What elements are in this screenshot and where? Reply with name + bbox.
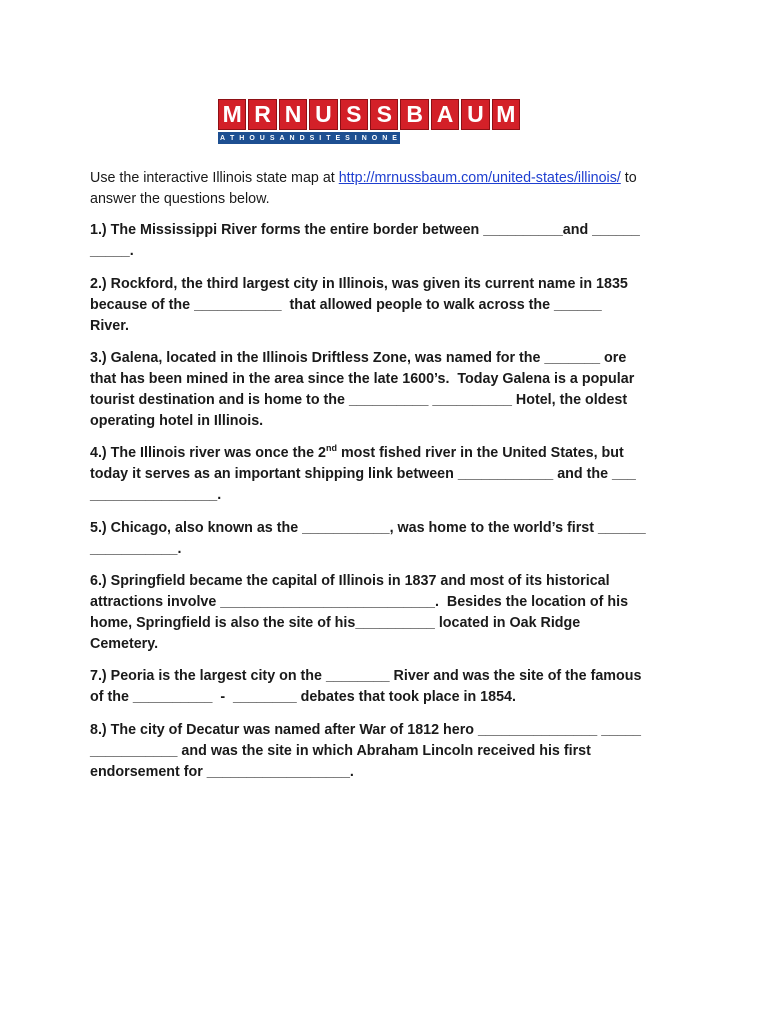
tagline-letter: A: [279, 134, 286, 142]
logo-tagline: [218, 132, 400, 144]
question-2: [90, 274, 690, 337]
logo-letter: M: [492, 99, 520, 130]
logo-letter: A: [431, 99, 459, 130]
logo-letter: N: [279, 99, 307, 130]
illinois-map-link[interactable]: http://mrnussbaum.com/united-states/illinois/: [338, 170, 621, 186]
tagline-letter: S: [309, 134, 316, 142]
question-line: ___________.: [90, 541, 182, 557]
question-line: ________________.: [90, 487, 222, 503]
intro-text: Use the interactive Illinois state map at: [90, 170, 339, 186]
tagline-letter: U: [259, 134, 266, 142]
question-1: [90, 220, 690, 262]
tagline-letter: I: [319, 134, 323, 142]
logo-letter: R: [248, 99, 276, 130]
logo-letter: B: [400, 99, 428, 130]
question-line: because of the ___________ that allowed people to walk across the ______: [90, 297, 602, 313]
logo-letters: [218, 99, 520, 130]
question-line: 5.) Chicago, also known as the ___________, was home to the world’s first ______: [90, 520, 646, 536]
tagline-letter: E: [335, 134, 342, 142]
question-line: endorsement for __________________.: [90, 764, 354, 780]
question-3: [90, 348, 690, 432]
question-line: ___________ and was the site in which Abraham Lincoln received his first: [90, 743, 591, 759]
logo-letter: U: [461, 99, 489, 130]
question-line: 1.) The Mississippi River forms the entire border between __________and ______: [90, 222, 640, 238]
question-line: today it serves as an important shipping link between ____________ and the ___: [90, 466, 636, 482]
intro-text-end: to: [620, 170, 637, 186]
tagline-letter: O: [249, 134, 256, 142]
logo-letter: U: [309, 99, 337, 130]
intro-line-2: answer the questions below.: [90, 191, 270, 207]
question-line: of the __________ - ________ debates that took place in 1854.: [90, 689, 516, 705]
tagline-letter: A: [219, 134, 227, 142]
question-line: 6.) Springfield became the capital of Illinois in 1837 and most of its historical: [90, 573, 610, 589]
tagline-letter: S: [345, 134, 351, 142]
tagline-letter: E: [392, 134, 398, 142]
mrnussbaum-logo[interactable]: [218, 99, 520, 144]
question-line: 3.) Galena, located in the Illinois Driftless Zone, was named for the _______ ore: [90, 350, 627, 366]
logo-letter: S: [370, 99, 398, 130]
question-line: 7.) Peoria is the largest city on the ________ River and was the site of the famous: [90, 668, 642, 684]
tagline-letter: I: [354, 134, 358, 142]
tagline-letter: T: [230, 134, 236, 142]
question-line: 8.) The city of Decatur was named after War of 1812 hero _______________ _____: [90, 722, 641, 738]
tagline-letter: H: [239, 134, 246, 142]
tagline-letter: D: [299, 134, 306, 142]
question-line: Cemetery.: [90, 636, 159, 652]
question-6: [90, 571, 690, 655]
tagline-letter: N: [382, 134, 389, 142]
question-line: home, Springfield is also the site of his__________ located in Oak Ridge: [90, 615, 581, 631]
question-8: [90, 720, 690, 783]
question-line: _____.: [90, 243, 134, 259]
question-4: [90, 443, 690, 506]
question-line: 4.) The Illinois river was once the 2: [90, 445, 326, 461]
question-line: that has been mined in the area since the late 1600’s. Today Galena is a popular: [90, 371, 635, 387]
logo-letter: M: [218, 99, 246, 130]
tagline-letter: O: [371, 134, 379, 142]
question-line: attractions involve ___________________________. Besides the location of his: [90, 594, 629, 610]
ordinal-suffix: nd: [325, 443, 337, 454]
question-7: [90, 666, 690, 708]
question-line: operating hotel in Illinois.: [90, 413, 264, 429]
tagline-letter: S: [269, 134, 276, 142]
logo-letter: S: [340, 99, 368, 130]
question-line: 2.) Rockford, the third largest city in Illinois, was given its current name in 1835: [90, 276, 628, 292]
tagline-letter: N: [361, 134, 368, 142]
instructions: [90, 168, 690, 210]
tagline-letter: N: [289, 134, 296, 142]
question-line: River.: [90, 318, 129, 334]
question-5: [90, 518, 690, 560]
question-line: tourist destination and is home to the __________ __________ Hotel, the oldest: [90, 392, 628, 408]
tagline-letter: T: [326, 134, 332, 142]
question-line: most fished river in the United States, but: [336, 445, 624, 461]
